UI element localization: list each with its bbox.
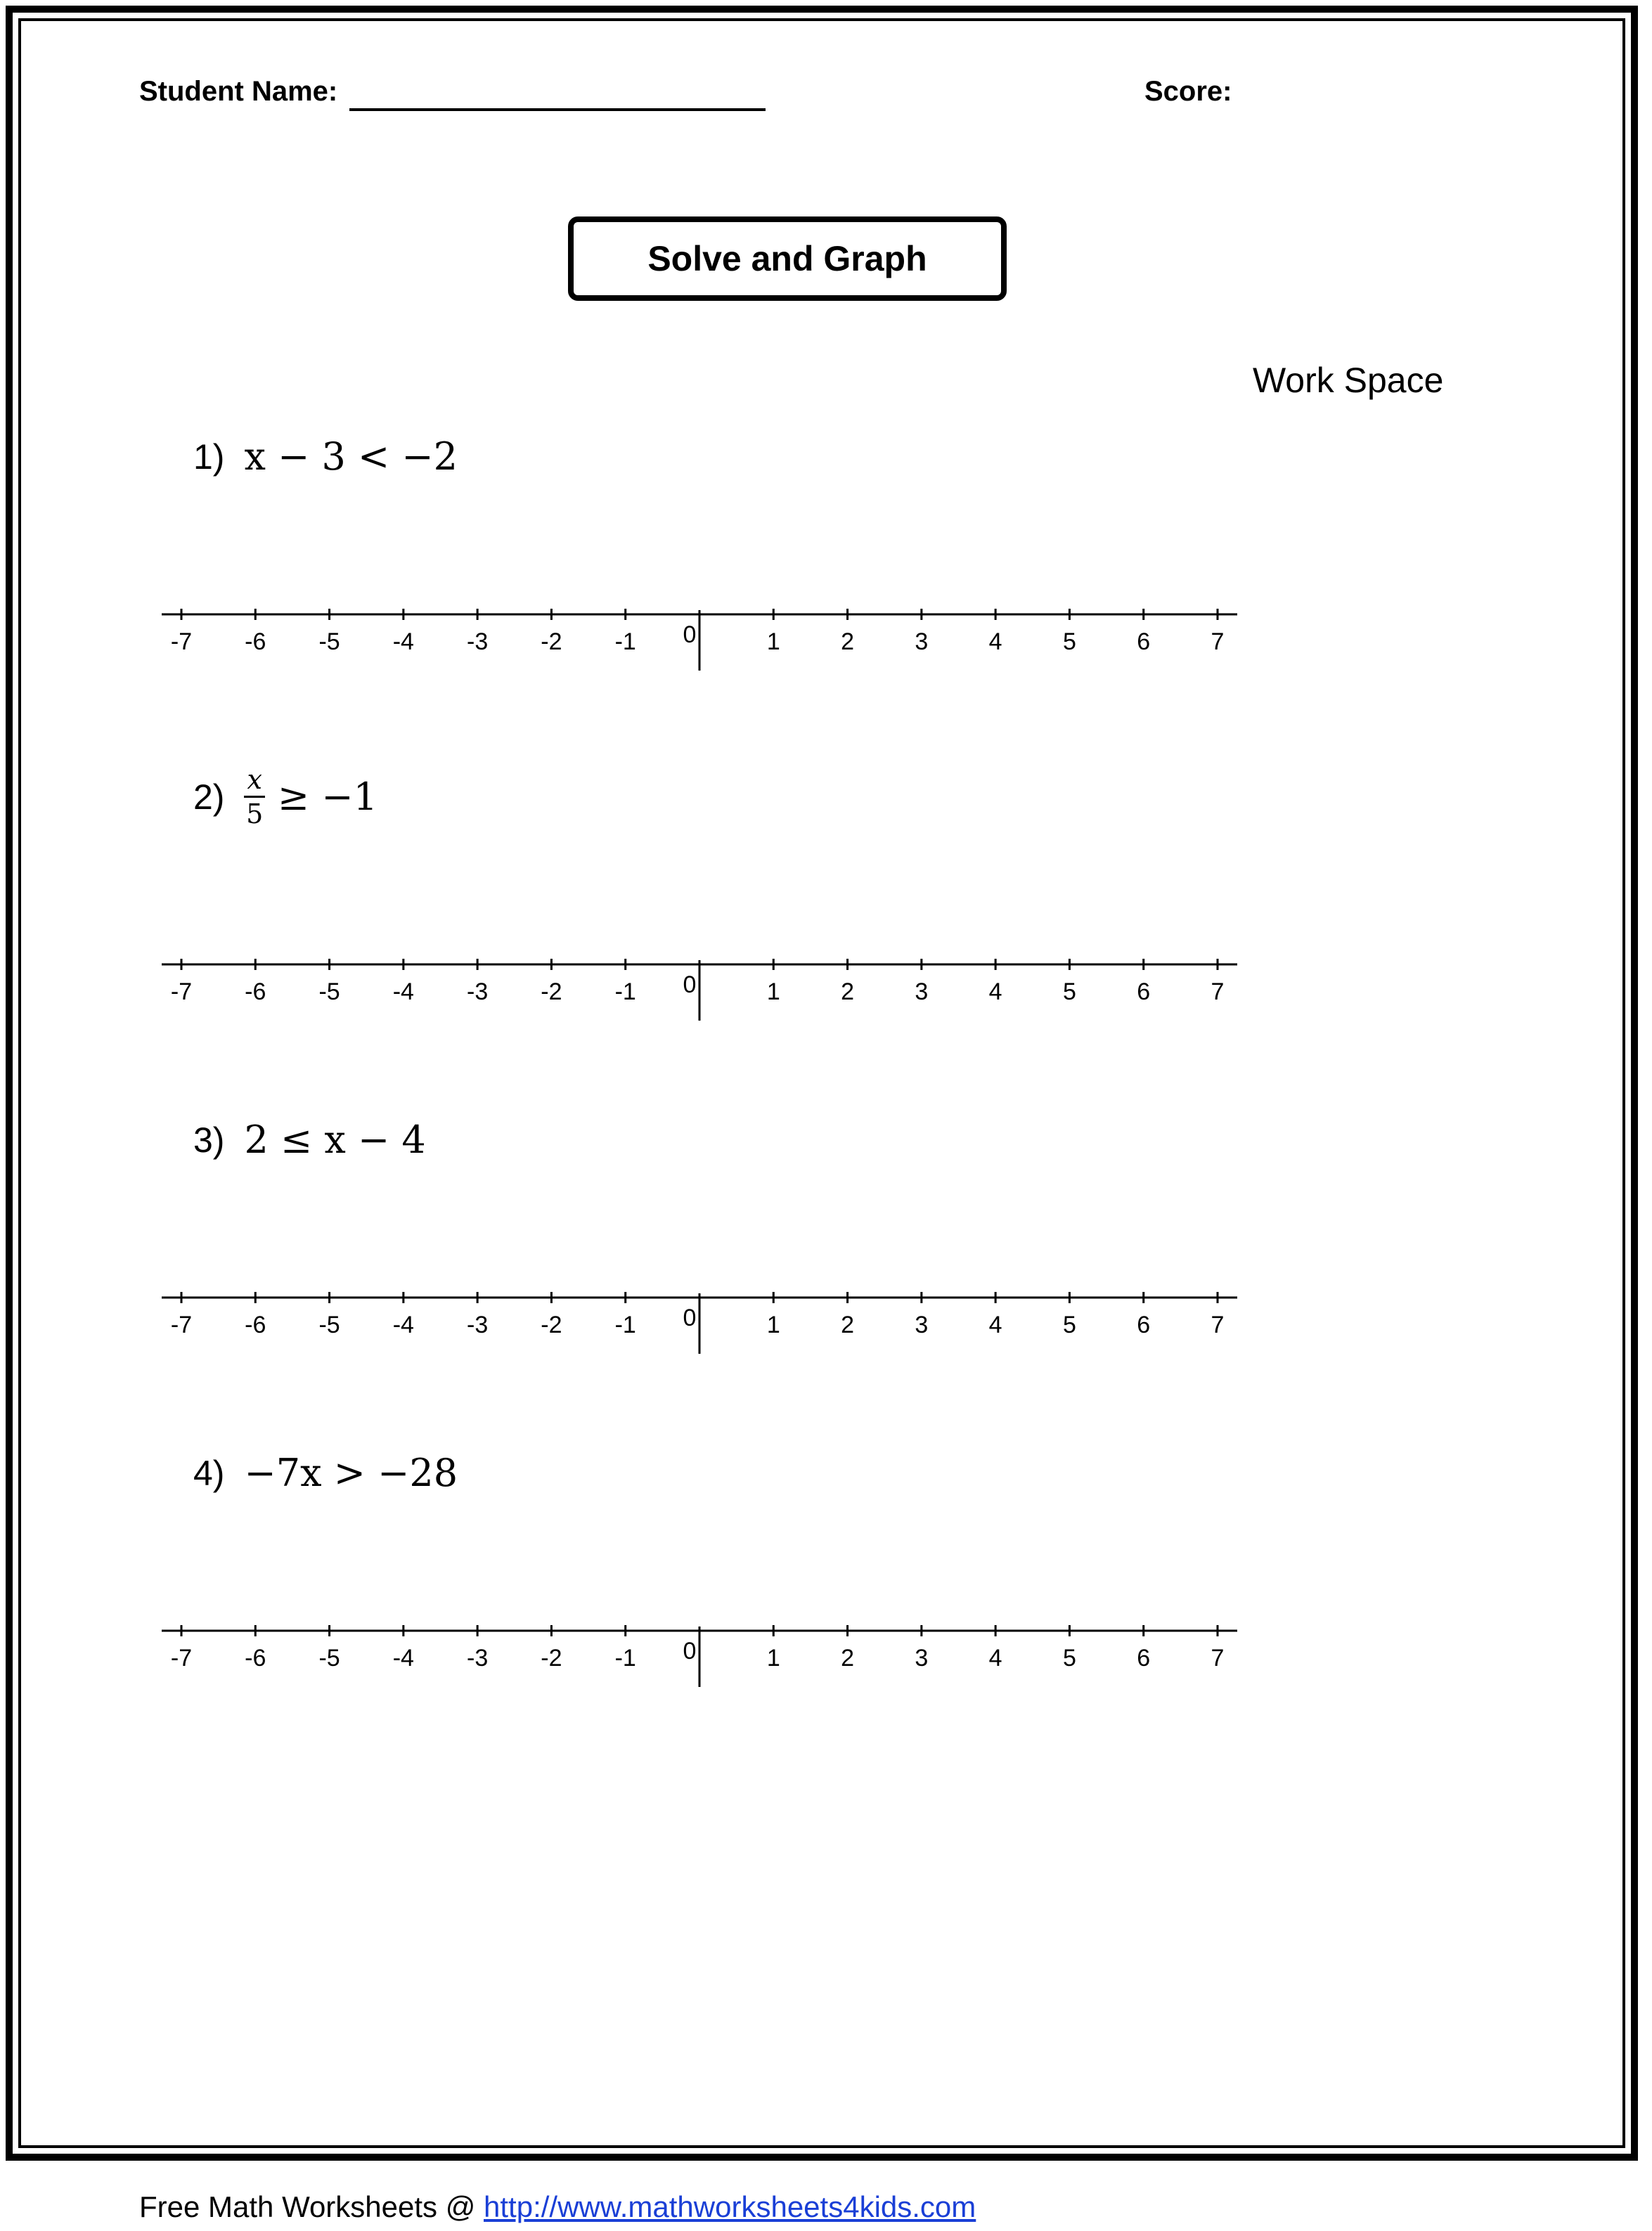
fraction-numerator: x bbox=[244, 766, 264, 798]
tick-label: -4 bbox=[392, 1645, 414, 1671]
tick-label: -7 bbox=[170, 1645, 193, 1671]
title-box bbox=[568, 216, 1007, 301]
tick-label: -1 bbox=[614, 1312, 636, 1338]
fraction-denominator: 5 bbox=[246, 798, 264, 829]
tick-label: 6 bbox=[1137, 628, 1151, 655]
tick-label: 4 bbox=[988, 978, 1002, 1005]
tick-label: -3 bbox=[467, 1645, 489, 1671]
tick-label: -1 bbox=[614, 628, 636, 655]
tick-label: -7 bbox=[170, 978, 193, 1005]
tick-label: 5 bbox=[1062, 1645, 1076, 1671]
score-label: Score: bbox=[1144, 76, 1232, 107]
tick-label: 2 bbox=[841, 1645, 855, 1671]
tick-label: 3 bbox=[915, 628, 929, 655]
problem-number: 3) bbox=[193, 1120, 225, 1160]
number-line-3[interactable] bbox=[162, 1286, 1237, 1364]
fraction bbox=[244, 766, 264, 827]
tick-label: 0 bbox=[683, 1305, 697, 1331]
tick-label: 0 bbox=[683, 971, 697, 998]
problem-4 bbox=[193, 1451, 458, 1495]
problem-number: 4) bbox=[193, 1453, 225, 1493]
tick-label: -2 bbox=[541, 1645, 562, 1671]
tick-label: -2 bbox=[541, 628, 562, 655]
problem-number: 1) bbox=[193, 436, 225, 477]
tick-label: 1 bbox=[766, 1645, 780, 1671]
page-title: Solve and Graph bbox=[647, 239, 927, 278]
tick-label: 4 bbox=[988, 628, 1002, 655]
tick-label: -4 bbox=[392, 1312, 414, 1338]
tick-label: 6 bbox=[1137, 978, 1151, 1005]
tick-label: 6 bbox=[1137, 1312, 1151, 1338]
tick-label: 5 bbox=[1062, 1312, 1076, 1338]
tick-label: 2 bbox=[841, 1312, 855, 1338]
tick-label: -4 bbox=[392, 628, 414, 655]
number-line-1[interactable] bbox=[162, 603, 1237, 680]
number-line-svg bbox=[162, 1619, 1237, 1697]
tick-label: -6 bbox=[245, 628, 266, 655]
tick-label: -6 bbox=[245, 1645, 266, 1671]
tick-label: 0 bbox=[683, 621, 697, 648]
number-line-4[interactable] bbox=[162, 1619, 1237, 1697]
tick-label: 7 bbox=[1211, 628, 1225, 655]
problem-expression: ≥ −1 bbox=[277, 775, 377, 819]
problem-3 bbox=[193, 1118, 426, 1162]
student-name-label: Student Name: bbox=[139, 76, 338, 107]
tick-label: 3 bbox=[915, 1645, 929, 1671]
problem-expression: x − 3 < −2 bbox=[244, 434, 458, 479]
problem-number: 2) bbox=[193, 777, 225, 817]
number-line-svg bbox=[162, 603, 1237, 680]
problem-expression: 2 ≤ x − 4 bbox=[244, 1118, 426, 1162]
tick-label: 7 bbox=[1211, 1645, 1225, 1671]
tick-label: -6 bbox=[245, 978, 266, 1005]
tick-label: 5 bbox=[1062, 978, 1076, 1005]
tick-label: -6 bbox=[245, 1312, 266, 1338]
tick-label: -3 bbox=[467, 1312, 489, 1338]
footer-text: Free Math Worksheets @ bbox=[139, 2190, 484, 2223]
tick-label: -4 bbox=[392, 978, 414, 1005]
problem-2 bbox=[193, 766, 377, 827]
tick-label: 7 bbox=[1211, 978, 1225, 1005]
number-line-2[interactable] bbox=[162, 953, 1237, 1030]
tick-label: -5 bbox=[318, 978, 340, 1005]
page-border-inner bbox=[18, 18, 1625, 2148]
student-name-blank[interactable] bbox=[349, 108, 766, 111]
tick-label: 4 bbox=[988, 1645, 1002, 1671]
tick-label: -3 bbox=[467, 628, 489, 655]
tick-label: 2 bbox=[841, 978, 855, 1005]
tick-label: 6 bbox=[1137, 1645, 1151, 1671]
tick-label: 3 bbox=[915, 1312, 929, 1338]
number-line-svg bbox=[162, 953, 1237, 1030]
tick-label: -2 bbox=[541, 978, 562, 1005]
tick-label: -7 bbox=[170, 1312, 193, 1338]
number-line-svg bbox=[162, 1286, 1237, 1364]
work-space-label: Work Space bbox=[1253, 361, 1444, 400]
tick-label: 1 bbox=[766, 628, 780, 655]
tick-label: -5 bbox=[318, 628, 340, 655]
tick-label: -2 bbox=[541, 1312, 562, 1338]
tick-label: -3 bbox=[467, 978, 489, 1005]
tick-label: -5 bbox=[318, 1645, 340, 1671]
tick-label: 4 bbox=[988, 1312, 1002, 1338]
tick-label: 3 bbox=[915, 978, 929, 1005]
tick-label: 1 bbox=[766, 978, 780, 1005]
tick-label: 5 bbox=[1062, 628, 1076, 655]
problem-expression: −7x > −28 bbox=[244, 1451, 458, 1495]
footer-link[interactable]: http://www.mathworksheets4kids.com bbox=[484, 2190, 976, 2223]
tick-label: -1 bbox=[614, 1645, 636, 1671]
tick-label: 0 bbox=[683, 1638, 697, 1664]
tick-label: 7 bbox=[1211, 1312, 1225, 1338]
tick-label: 1 bbox=[766, 1312, 780, 1338]
tick-label: -5 bbox=[318, 1312, 340, 1338]
problem-1 bbox=[193, 434, 458, 479]
footer bbox=[139, 2190, 976, 2224]
tick-label: -7 bbox=[170, 628, 193, 655]
tick-label: 2 bbox=[841, 628, 855, 655]
tick-label: -1 bbox=[614, 978, 636, 1005]
